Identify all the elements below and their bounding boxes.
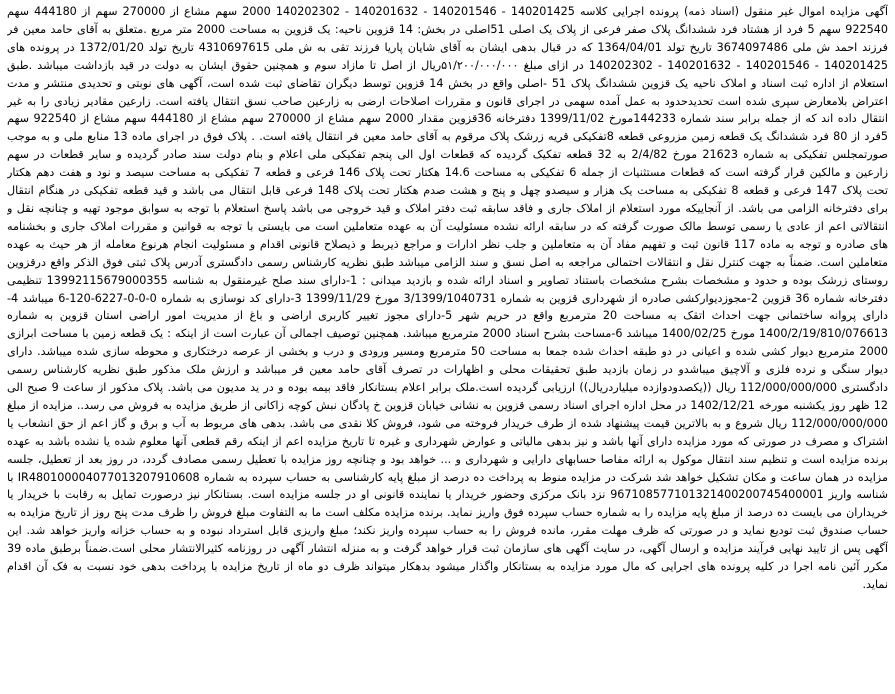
auction-notice-text: آگهی مزایده اموال غیر منقول (اسناد ذمه) پرونده اجرایی کلاسه 140201425 - 140201546 - 140201632 - 140202302 2000 سهم مشاع از 270000 سهم از 444180 سهم 922540 سهم 5 فرد از هشتاد فرد ششدانگ پلاک صفر فرعی از پلاک یک اصلی 51اصلی در بخش: 14 قزوین ناحیه: یک قزوین به مساحت 2000 متر مربع .متعلق به آقای حامد معین فر فرزند احمد ش ملی 3674097486 تاریخ تولد 1364/04/01 که در قبال بدهی ایشان به آقای شایان پاریا فرزند تقی به ش ملی 4310697615 تاریخ تولد 1372/01/20 در پرونده های 140201425 - 140201546 - 140201632 - 140202302 در ازای مبلغ ۵۱/۲۰۰/۰۰۰/۰۰۰ریال از اصل تا مازاد سوم و همچنین حقوق ایشان به دولت در قید بازداشت میباشد .طبق استعلام از اداره ثبت اسناد و املاک ناحیه یک قزوین ششدانگ پلاک 51 -اصلی واقع در بخش 14 قزوین توسط دیگران تقاضای ثبت شده است، آگهی های نوبتی و تحدیدی منتشر و مدت اعتراض بلامعارض سپری شده است تحدیدحدود به عمل آمده سهمی در اجرای قانون و مقررات اصلاحات ارضی به زارعین صاحب نسق انتقال یافته است. زارعین مقادیر زیادی را به غیر انتقال داده اند که از جمله برابر سند شماره 144233مورخ 1399/11/02 دفترخانه 36قزوین مقدار 2000 سهم مشاع از 270000 سهم مشاع از 444180 سهم مشاع از 922540 سهم 5فرد از 80 فرد ششدانگ یک قطعه زمین مزروعی قطعه 8تفکیکی قریه زرشک پلاک مرقوم به آقای حامد معین فر انتقال یافته است. . پلاک فوق در اجرای ماده 13 منابع ملی و به موجب صورتمجلس تفکیکی به شماره 21623 مورخ 2/4/82 به 32 قطعه تفکیک گردیده که قطعات اول الی پنجم تفکیکی ملی اعلام و بنام دولت سند صادر گردیده و سایر قطعات در سهم زارعین و مالکین قرار گرفته است که قطعات مستثنیات از جمله 6 تفکیکی به مساحت 14.6 هکتار تحت پلاک 146 فرعی و قطعه 7 تفکیکی به مساحت سیصد و نود و هفت دهم هکتار تحت پلاک 147 فرعی و قطعه 8 تفکیکی به مساحت یک هزار و سیصدو چهل و پنج و هشت صدم هکتار تحت پلاک 148 فرعی قابل انتقال می باشد و قید قطعه تفکیکی در هنگام انتقال برای دفترخانه الزامی می باشد. از آنجاییکه مورد استعلام از املاک جاری و فاقد سابقه ثبت دفتر املاک و قید خروجی می باشد پاسخ استعلام با توجه به سوابق موجود تهیه و چنانچه نقل و انتقالاتی اعم از عادی یا رسمی توسط مالک صورت گرفته که در سابقه ارائه نشده مسئولیت آن به عهده متعاملین است می بایستی با توجه به قوانین و مقررات املاک جاری و بخشنامه های صادره و توجه به ماده 117 قانون ثبت و تفهیم مفاد آن به متعاملین و جلب نظر ادارات و مراجع ذیربط و ذیصلاح قانونی اقدام و مسئولیت انجام هرنوع معامله از هر حیث به عهده متعاملین است. ضمناً به جهت کنترل نقل و انتقالات احتمالی مراجعه به اصل نسق و سند الزامی میباشد طبق نظریه کارشناس رسمی دادگستری آدرس پلاک ثبتی فوق الذکر واقع درقزوین روستای زرشک بوده و حدود و مشخصات بشرح مشخصات باستناد تصاویر و اسناد ارائه شده و بازدید میدانی : 1-دارای سند صلح غیرمنقول به شناسه 13992115679000355 تنظیمی دفترخانه شماره 36 قزوین 2-مجوزدیوارکشی صادره از شهرداری قزوین به شماره 3/1399/1040731 مورخ 1399/11/29 3-دارای کد نوسازی به شماره 0-0-0-6227-120-6 میباشد 4-دارای پروانه ساختمانی جهت احداث اتقک به مساحت 20 مترمربع واقع در حریم شهر 5-دارای مجوز تغییر کاربری اراضی و باغ از مدیریت امور اراضی استان قزوین به شماره 1400/2/19/810/076613 مورخ 1400/02/25 میباشد 6-مساحت بشرح اسناد 2000 مترمربع میباشد. همچنین توصیف اجمالی آن عبارت است از اینکه : یک قطعه زمین با مساحت ابرازی 2000 مترمربع دیوار کشی شده و اعیانی در دو طبقه احداث شده جمعا به مساحت 50 مترمربع ومسیر ورودی و درب و بخشی از عرصه درختکاری و محوطه سازی شده میباشد. دارای دیوار سنگی و نرده فلزی و آلاچیق میباشدو در زمان بازدید طبق تحقیقات محلی و اظهارات در تصرف آقای حامد معین فر میباشد و ارزش ملک مذکور طبق نظریه کارشناس رسمی دادگستری 112/000/000/000 ریال ((یکصدودوازده میلیاردریال)) ارزیابی گردیده است.ملک برابر اعلام بستانکار فاقد بیمه بوده و در ید مدیون می باشد. پلاک مذکور از ساعت 9 صبح الی 12 ظهر روز یکشنبه مورخه 1402/12/21 در محل اداره اجرای اسناد رسمی قزوین به نشانی خیابان قزوین خ پادگان نبش کوچه زاکانی از طریق مزایده به فروش می رسد.. مزایده از مبلغ 112/000/000/000 ریال شروع و به بالاترین قیمت پیشنهاد شده از طرف خریدار فروخته می شود، فروش کلا نقدی می باشد. بدهی های مربوط به آب و برق و گاز اعم از حق انشعاب یا اشتراک و مصرف در صورتی که مورد مزایده دارای آنها باشد و نیز بدهی مالیاتی و عوارض شهرداری و غیره تا تاریخ مزایده اعم از اینکه رقم قطعی آنها معلوم شده یا نشده باشد به عهده برنده مزایده است و تنظیم سند انتقال موکول به ارائه مفاصا حسابهای دارایی و شهرداری و ... خواهد بود و چنانچه روز مزایده با تعطیل رسمی مصادف گردد، در روز بعد از تعطیل، جلسه مزایده در همان ساعت و مکان تشکیل خواهد شد شرکت در مزایده منوط به پرداخت ده درصد از مبلغ پایه کارشناسی به حساب سپرده به شماره IR480100004077013207910608 با شناسه واریز 967108577101321400200745400001 نزد بانک مرکزی وحضور خریدار یا نماینده قانونی او در جلسه مزایده است. بستانکار نیز درصورت تمایل به رقابت با خریدار یا خریداران می بایست ده درصد از مبلغ پایه مزایده را به شماره حساب سپرده فوق واریز نماید. برنده مزایده مکلف است ما به التفاوت مبلغ فروش را ظرف مدت پنج روز از تاریخ مزایده به حساب صندوق ثبت تودیع نماید و در صورتی که ظرف مهلت مقرر، مانده فروش را به حساب سپرده واریز نکند؛ مبلغ واریزی قابل استرداد نبوده و به حساب خزانه واریز خواهد شد. این آگهی پس از تایید نهایی فرآیند مزایده و ارسال آگهی، در سایت آگهی های سازمان ثبت قرار خواهد گرفت و به منزله انتشار آگهی در روزنامه کثیرالانتشار محلی است.ضمناً برطبق ماده 39 مکرر آئین نامه اجرا در کلیه پرونده های اجرایی که مال مورد مزایده به بستانکار واگذار میشود بدهکار میتواند ظرف دو ماه از تاریخ مزایده با پرداخت بدهی خود نسبت به فک آن اقدام نماید.	[7, 5, 888, 591]
notice-document	[7, 3, 888, 684]
